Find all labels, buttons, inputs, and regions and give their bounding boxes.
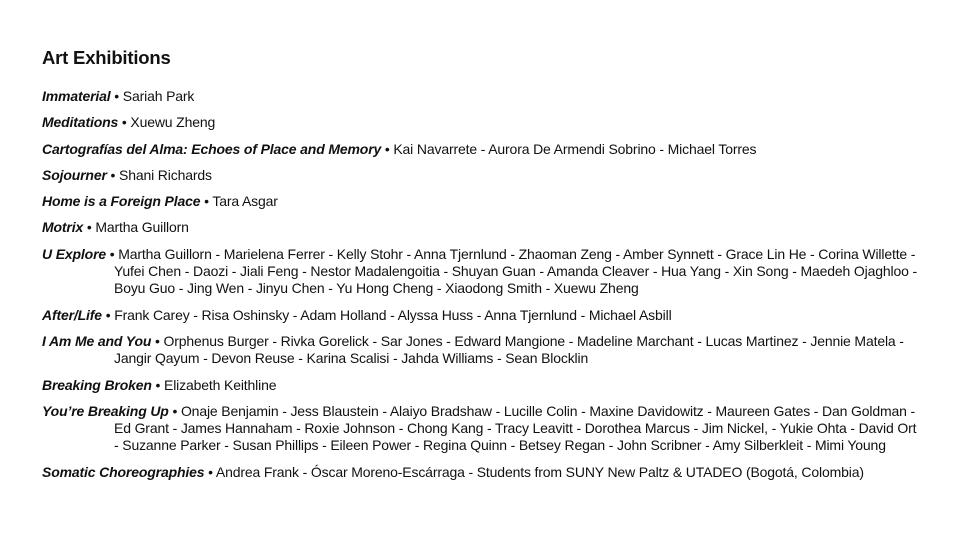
exhibition-entry [42,307,917,324]
exhibition-title: Breaking Broken [42,376,152,393]
exhibition-title: Somatic Choreographies [42,463,205,480]
exhibition-entry [42,246,917,298]
exhibition-artists: Shani Richards [119,166,212,183]
exhibition-entry [42,464,917,481]
exhibition-entry [42,333,917,368]
exhibition-title: Immaterial [42,88,111,104]
exhibition-artists: Elizabeth Keithline [164,376,277,393]
exhibition-title: Cartografías del Alma: Echoes of Place and Memory [42,140,382,157]
exhibition-artists: Martha Guillorn [95,219,189,236]
exhibition-entry [42,219,917,236]
exhibition-artists: Onaje Benjamin - Jess Blaustein - Alaiyo Bradshaw - Lucille Colin - Maxine Davidowitz - Maureen Gates - Dan Goldman - Ed Grant - James Hannaham - Roxie Johnson - Chong Kang - Tracy Leavitt - Dorothea Marcus - Jim Nickel, - Yukie Ohta - David Ort - Suzanne Parker - Susan Phillips - Eileen Power - Regina Quinn - Betsey Regan - John Scribner - Amy Silberkleit - Mimi Young [114,402,917,454]
exhibition-title: U Explore [42,245,107,262]
separator: • [110,88,123,104]
exhibition-title: You’re Breaking Up [42,402,169,419]
exhibition-artists: Xuewu Zheng [130,114,216,131]
exhibition-list [42,88,917,481]
separator: • [106,166,120,183]
exhibition-entry [42,403,917,455]
exhibition-entry [42,193,917,210]
page-title: Art Exhibitions [42,47,171,68]
exhibition-artists: Sariah Park [122,88,195,104]
exhibition-entry [42,141,917,158]
exhibition-artists: Andrea Frank - Óscar Moreno-Escárraga - Students from SUNY New Paltz & UTADEO (Bogotá, Colombia) [215,463,864,480]
separator: • [101,306,115,323]
separator: • [118,114,131,131]
exhibition-artists: Frank Carey - Risa Oshinsky - Adam Holland - Alyssa Huss - Anna Tjernlund - Michael Asbill [114,306,672,323]
exhibitions-document [42,46,917,490]
separator: • [200,193,213,210]
exhibition-title: Motrix [42,219,84,236]
exhibition-entry [42,114,917,131]
exhibition-artists: Kai Navarrete - Aurora De Armendi Sobrino - Michael Torres [393,140,757,157]
exhibition-artists: Orphenus Burger - Rivka Gorelick - Sar Jones - Edward Mangione - Madeline Marchant - Lucas Martinez - Jennie Matela - Jangir Qayum - Devon Reuse - Karina Scalisi - Jahda Williams - Sean Blocklin [114,332,904,367]
exhibition-artists: Martha Guillorn - Marielena Ferrer - Kelly Stohr - Anna Tjernlund - Zhaoman Zeng - Amber Synnett - Grace Lin He - Corina Willette - Yufei Chen - Daozi - Jiali Feng - Nestor Madalengoitia - Shuyan Guan - Amanda Cleaver - Hua Yang - Xin Song - Maedeh Ojaghloo - Boyu Guo - Jing Wen - Jinyu Chen - Yu Hong Cheng - Xiaodong Smith - Xuewu Zheng [114,245,917,297]
exhibition-title: Meditations [42,114,119,131]
exhibition-artists: Tara Asgar [212,193,278,210]
exhibition-title: Home is a Foreign Place [42,193,201,210]
separator: • [83,219,96,236]
separator: • [151,332,164,349]
separator: • [106,245,119,262]
exhibition-entry [42,377,917,394]
separator: • [151,376,165,393]
separator: • [168,402,181,419]
exhibition-title: After/Life [42,306,102,323]
exhibition-entry [42,88,917,105]
exhibition-title: Sojourner [42,166,107,183]
separator: • [381,140,394,157]
exhibition-entry [42,167,917,184]
separator: • [204,463,216,480]
exhibition-title: I Am Me and You [42,332,152,349]
